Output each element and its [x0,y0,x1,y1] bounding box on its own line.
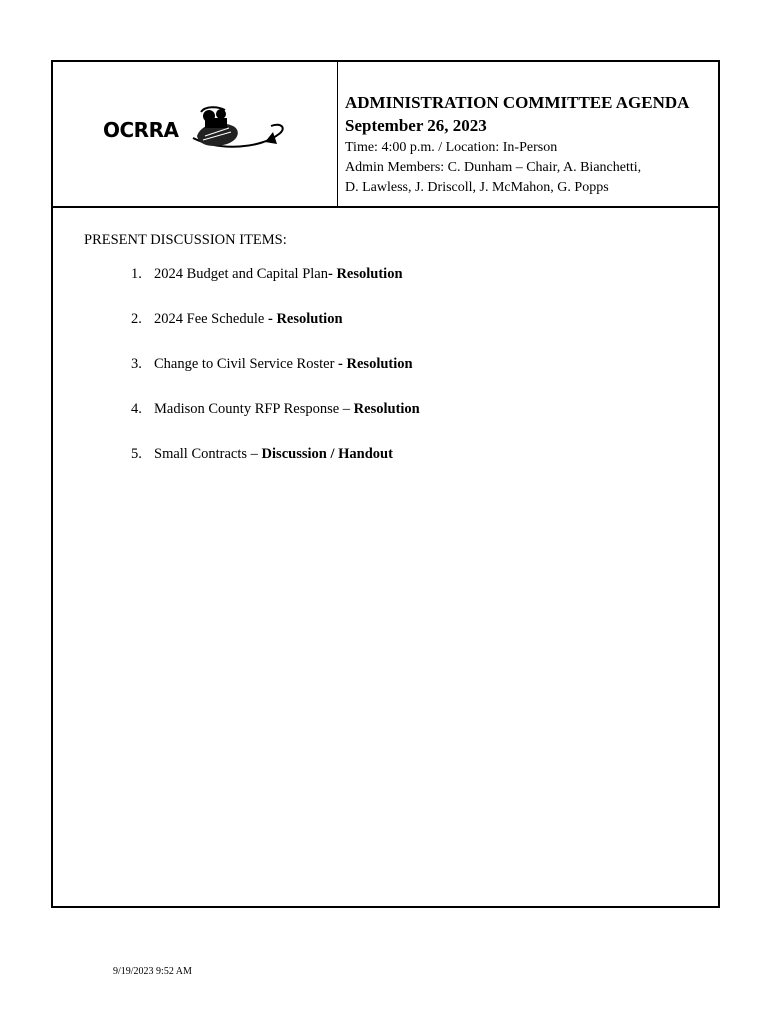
agenda-title: ADMINISTRATION COMMITTEE AGENDA [345,93,690,112]
ocrra-logo [101,102,291,162]
agenda-item [131,310,420,355]
item-action: Resolution [276,311,343,327]
item-number: 5. [131,446,142,462]
item-number: 4. [131,401,142,417]
item-separator: – [342,401,354,417]
time-location: Time: 4:00 p.m. / Location: In-Person [345,140,558,155]
item-separator: - [338,356,347,372]
agenda-item [131,445,420,490]
item-number: 3. [131,356,142,372]
item-text: Madison County RFP Response [154,401,343,417]
logo-text: OCRRA [103,118,179,142]
agenda-item [131,355,420,400]
agenda-items-list [131,265,420,490]
title-cell [345,92,715,198]
item-separator: - [327,266,337,282]
agenda-date: September 26, 2023 [345,116,487,135]
item-number: 1. [131,266,142,282]
item-text: Change to Civil Service Roster [154,356,339,372]
item-text: Small Contracts [154,446,251,462]
members-line-1: Admin Members: C. Dunham – Chair, A. Bianchetti, [345,160,642,175]
item-separator: - [267,311,277,327]
item-action: Resolution [346,356,413,372]
agenda-item [131,400,420,445]
header-row [53,62,718,208]
item-text: 2024 Budget and Capital Plan [154,266,328,282]
members-line-2: D. Lawless, J. Driscoll, J. McMahon, G. Popps [345,180,609,195]
item-action: Discussion / Handout [261,446,393,462]
logo-cell [53,62,338,206]
agenda-frame [51,60,720,908]
item-separator: – [250,446,262,462]
item-number: 2. [131,311,142,327]
item-action: Resolution [353,401,420,417]
agenda-item [131,265,420,310]
section-heading: PRESENT DISCUSSION ITEMS: [84,232,287,248]
item-text: 2024 Fee Schedule [154,311,268,327]
item-action: Resolution [336,266,403,282]
footer-timestamp: 9/19/2023 9:52 AM [113,966,192,977]
